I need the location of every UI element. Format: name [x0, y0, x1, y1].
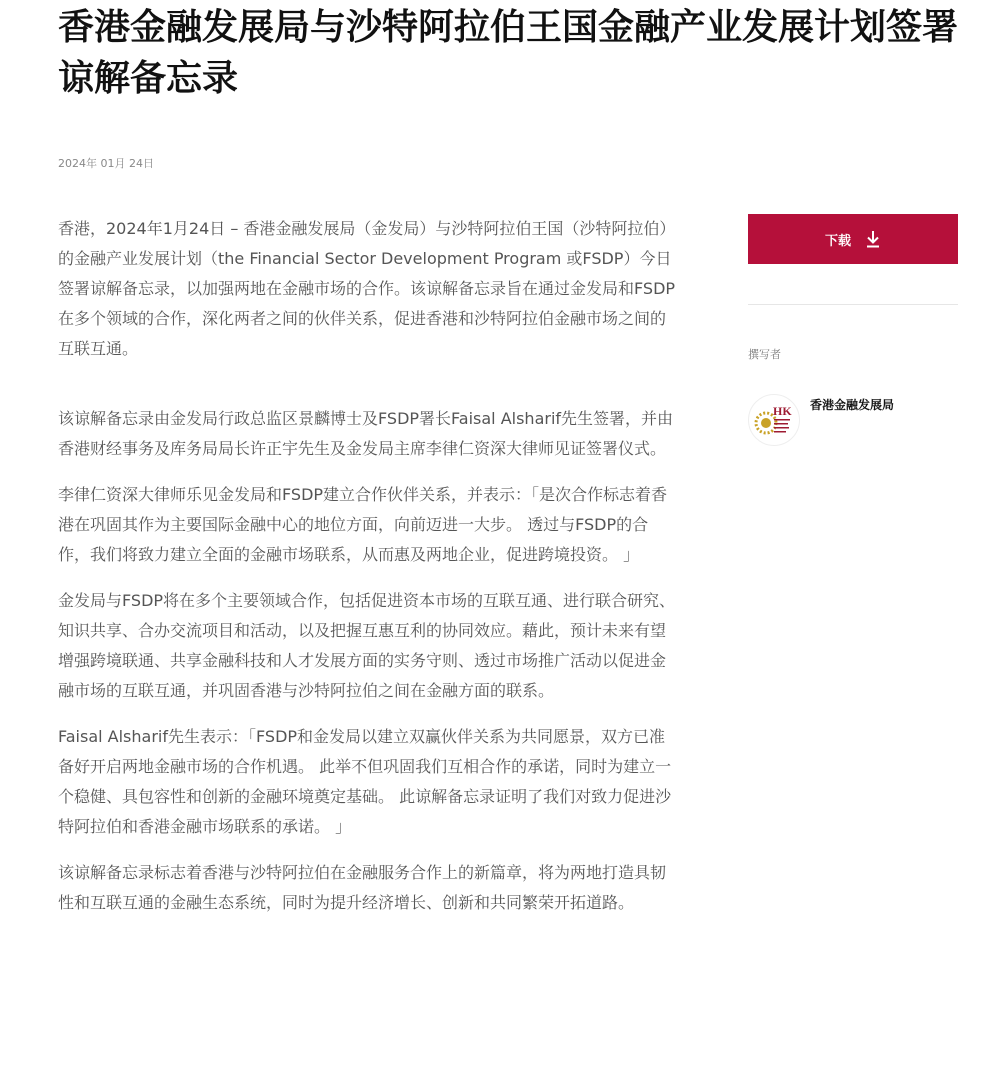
download-arrow-icon	[865, 230, 881, 248]
author-name[interactable]: 香港金融发展局	[810, 398, 895, 412]
article-paragraph: 金发局与FSDP将在多个主要领域合作，包括促进资本市场的互联互通、进行联合研究、知识共享、合办交流项目和活动，以及把握互惠互利的协同效应。藉此，预计未来有望增强跨境联通、共享金融科技和人才发展方面的实务守则、透过市场推广活动以促进金融市场的互联互通，并巩固香港与沙特阿拉伯之间在金融方面的联系。	[58, 591, 676, 700]
article-paragraph: 李律仁资深大律师乐见金发局和FSDP建立合作伙伴关系，并表示：「是次合作标志着香港在巩固其作为主要国际金融中心的地位方面，向前迈进一大步。 透过与FSDP的合作，我们将致力建立全面的金融市场联系，从而惠及两地企业，促进跨境投资。 」	[58, 485, 668, 564]
download-label: 下载	[824, 233, 851, 249]
article-paragraph: 该谅解备忘录由金发局行政总监区景麟博士及FSDP署长Faisal Alsharif先生签署，并由香港财经事务及库务局局长许正宇先生及金发局主席李律仁资深大律师见证签署仪式。	[58, 409, 674, 458]
publish-date: 2024年 01月 24日	[58, 157, 154, 170]
article-paragraph: 该谅解备忘录标志着香港与沙特阿拉伯在金融服务合作上的新篇章，将为两地打造具韧性和互联互通的金融生态系统，同时为提升经济增长、创新和共同繁荣开拓道路。	[58, 863, 667, 912]
author-logo	[748, 394, 800, 446]
article-body	[58, 214, 680, 918]
page-title: 香港金融发展局与沙特阿拉伯王国金融产业发展计划签署谅解备忘录	[58, 7, 959, 99]
author-label: 撰写者	[748, 348, 781, 361]
article-paragraph: 香港，2024年1月24日 – 香港金融发展局（金发局）与沙特阿拉伯王国（沙特阿拉伯）的金融产业发展计划（the Financial Sector Development Program 或FSDP）今日签署谅解备忘录，以加强两地在金融市场的合作。该谅解备忘录旨在通过金发局和FSDP在多个领域的合作，深化两者之间的伙伴关系，促进香港和沙特阿拉伯金融市场之间的互联互通。	[58, 219, 676, 358]
article-paragraph: Faisal Alsharif先生表示：「FSDP和金发局以建立双赢伙伴关系为共同愿景，双方已准备好开启两地金融市场的合作机遇。 此举不但巩固我们互相合作的承诺，同时为建立一个稳健、具包容性和创新的金融环境奠定基础。 此谅解备忘录证明了我们对致力促进沙特阿拉伯和香港金融市场联系的承诺。 」	[58, 727, 672, 836]
sidebar-divider	[748, 304, 958, 305]
logo-text: HK	[773, 404, 792, 418]
download-button[interactable]	[748, 214, 958, 264]
